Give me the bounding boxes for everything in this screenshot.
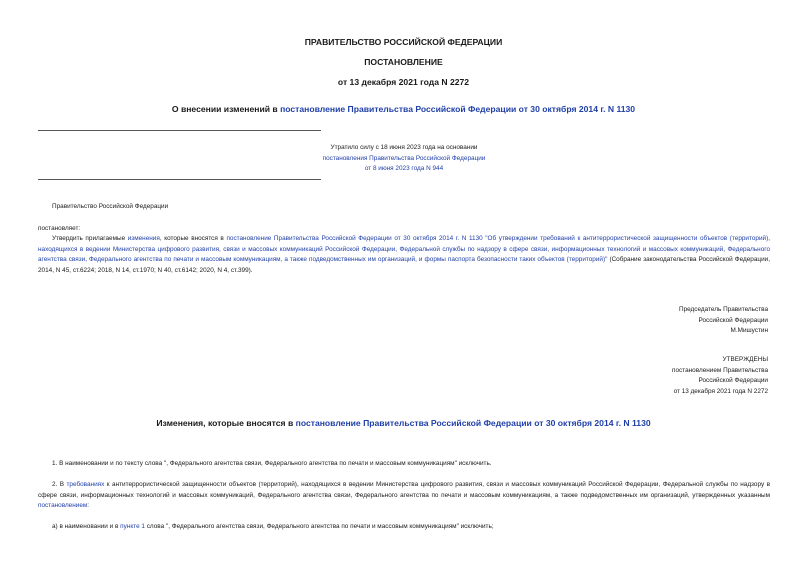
expiry-link-date[interactable]: от 8 июня 2023 года N 944	[364, 165, 444, 173]
document-title	[0, 104, 807, 114]
change-item-2a	[38, 522, 770, 533]
divider-bottom	[38, 179, 321, 180]
link-requirements[interactable]: требованиях	[66, 481, 105, 488]
p1-text-a: Утвердить прилагаемые	[52, 235, 128, 242]
changes-title-link[interactable]: постановление Правительства Российской Федерации от 30 октября 2014 г. N 1130	[295, 418, 651, 428]
paragraph-approve	[38, 234, 770, 276]
p1-text-c: (Собрание законодательства Российской Федерации, 2014, N 45, ст.6224; 2018, N 14, ст.1970; N 40, ст.6142; 2020, N 4, ст.399).	[38, 256, 770, 274]
link-resolution-1130[interactable]: постановление Правительства Российской Федерации от 30 октября 2014 г. N 1130 "Об утверждении требований к антитеррористической защищенности объектов (территорий), находящихся в ведении Министерства цифрового развития, связи и массовых коммуникаций Российской Федерации, Федеральной службы по надзору в сфере связи, информационных технологий и массовых коммуникаций, Федерального агентства связи, Федерального агентства по печати и массовым коммуникациям, а также подведомственных им организаций, и формы паспорта безопасности таких объектов (территорий)"	[38, 235, 770, 264]
expiry-note	[300, 143, 508, 175]
approved-country: Российской Федерации	[698, 377, 768, 385]
i3-text-a: а) в наименовании и в	[52, 523, 121, 530]
link-point-1[interactable]: пункте 1	[120, 523, 145, 530]
org-name: ПРАВИТЕЛЬСТВО РОССИЙСКОЙ ФЕДЕРАЦИИ	[304, 37, 503, 47]
changes-title-prefix: Изменения, которые вносятся в	[156, 418, 296, 428]
issuer: Правительство Российской Федерации	[52, 203, 169, 210]
link-changes[interactable]: изменения	[127, 235, 160, 242]
p1-text-b: , которые вносятся в	[159, 235, 227, 242]
signature-country: Российской Федерации	[698, 316, 768, 324]
title-link[interactable]: постановление Правительства Российской Федерации от 30 октября 2014 г. N 1130	[280, 104, 636, 114]
approved-title: УТВЕРЖДЕНЫ	[722, 356, 768, 363]
i2-text-c: :	[87, 502, 90, 510]
approved-by: постановлением Правительства	[672, 366, 768, 374]
expiry-link-resolution[interactable]: постановления Правительства Российской Федерации	[322, 154, 486, 162]
document-date-number: от 13 декабря 2021 года N 2272	[337, 77, 470, 87]
signature-block	[679, 305, 768, 337]
resolves-label: постановляет:	[38, 225, 81, 232]
i2-text-b: к антитеррористической защищенности объектов (территорий), находящихся в ведении Министерства цифрового развития, связи и массовых коммуникаций Российской Федерации, Федеральной службы по надзору в сфере связи, информационных технологий и массовых коммуникаций, Федерального агентства связи, Федерального агентства по печати и массовым коммуникациям, а также подведомственных им организаций, утвержденных указанным	[38, 481, 770, 499]
title-prefix: О внесении изменений в	[171, 104, 281, 114]
document-type: ПОСТАНОВЛЕНИЕ	[364, 57, 443, 67]
approved-date: от 13 декабря 2021 года N 2272	[673, 387, 768, 395]
divider-top	[38, 130, 321, 131]
change-item-2	[38, 480, 770, 512]
expiry-line-1: Утратило силу с 18 июня 2023 года на основании	[330, 144, 478, 151]
changes-title	[0, 418, 807, 428]
link-resolution[interactable]: постановлением	[38, 502, 88, 510]
change-item-1: 1. В наименовании и по тексту слова ", Федерального агентства связи, Федерального агентства по печати и массовым коммуникациям" исключить.	[52, 460, 492, 467]
signature-name: М.Мишустин	[730, 327, 768, 335]
i3-text-b: слова ", Федерального агентства связи, Федерального агентства по печати и массовым коммуникациям" исключить;	[144, 523, 494, 530]
signature-position: Председатель Правительства	[679, 306, 768, 313]
i2-text-a: 2. В	[52, 481, 67, 488]
approved-block	[672, 355, 768, 397]
